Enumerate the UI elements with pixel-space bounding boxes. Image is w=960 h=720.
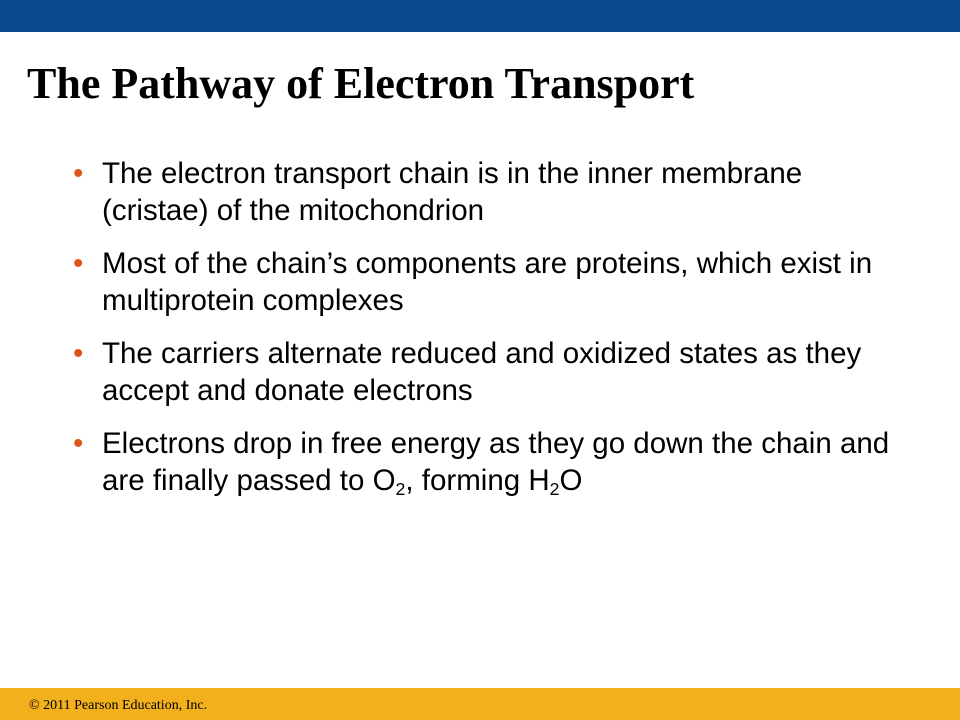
bullet-text xyxy=(102,427,889,497)
bullet-item xyxy=(73,335,893,409)
bullet-text: Most of the chain’s components are proteins, which exist in multiprotein complexes xyxy=(102,247,873,317)
bullet-list xyxy=(73,155,893,515)
bullet-text-part: Electrons drop in free energy as they go down the chain and are finally passed to O xyxy=(102,427,890,497)
oxygen-subscript: 2 xyxy=(395,478,406,499)
bullet-text: The electron transport chain is in the inner membrane (cristae) of the mitochondrion xyxy=(102,157,803,227)
bullet-dot-icon: • xyxy=(73,337,84,370)
bullet-item xyxy=(73,155,893,229)
water-subscript: 2 xyxy=(549,478,560,499)
top-banner xyxy=(0,0,960,32)
slide-title: The Pathway of Electron Transport xyxy=(27,59,695,108)
bullet-dot-icon: • xyxy=(73,247,84,280)
bullet-text-part: , forming H xyxy=(405,464,550,497)
bullet-dot-icon: • xyxy=(73,427,84,460)
bullet-dot-icon: • xyxy=(73,157,84,190)
bullet-item xyxy=(73,425,893,499)
bullet-item xyxy=(73,245,893,319)
bullet-text: The carriers alternate reduced and oxidized states as they accept and donate electrons xyxy=(102,337,862,407)
bullet-text-part: O xyxy=(559,464,583,497)
copyright-notice: © 2011 Pearson Education, Inc. xyxy=(29,698,208,713)
